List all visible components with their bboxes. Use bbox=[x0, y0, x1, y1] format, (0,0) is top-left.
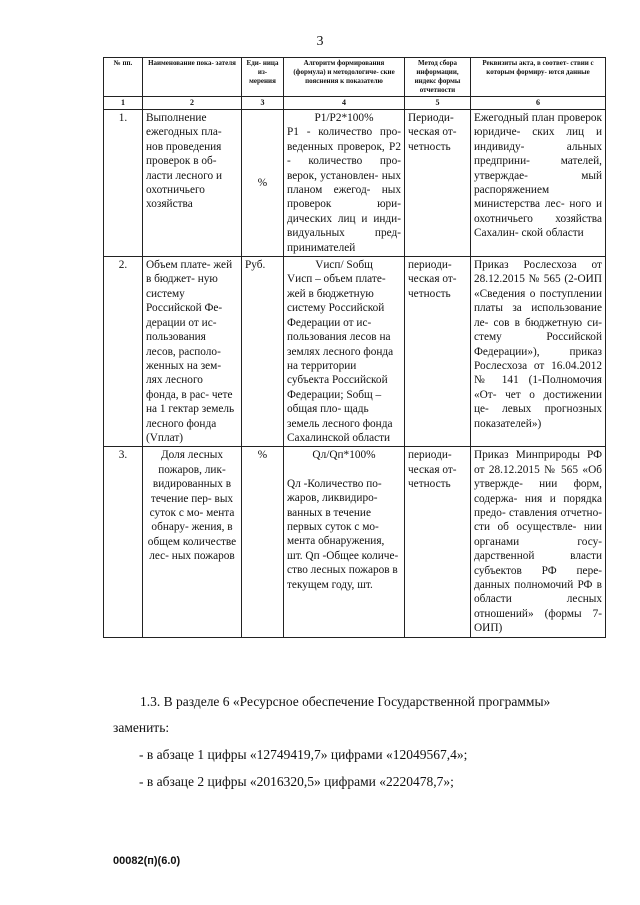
row-number: 1. bbox=[104, 110, 143, 257]
method-cell: периоди- ческая от- четность bbox=[405, 257, 471, 447]
formula-cell bbox=[284, 110, 405, 257]
paragraph-item-2: - в абзаце 2 цифры «2016320,5» цифрами «2220478,7»; bbox=[139, 774, 454, 789]
paragraph-item-1: - в абзаце 1 цифры «12749419,7» цифрами «12049567,4»; bbox=[139, 747, 468, 762]
col-number: 2 bbox=[143, 97, 242, 110]
formula-body: Vисп – объем плате- жей в бюджетную систему Российской Федерации от ис- пользования лесов на землях лесного фонда на территории субъекта Российской Федерации; Sобщ – общая пло- щадь земель лесного фонда Сахалинской области bbox=[287, 273, 394, 444]
header-unit: Еди- ница из- мерения bbox=[242, 58, 284, 97]
header-name: Наименование пока- зателя bbox=[143, 58, 242, 97]
col-number: 6 bbox=[471, 97, 606, 110]
indicators-table bbox=[103, 57, 606, 638]
column-numbers-row bbox=[104, 97, 606, 110]
col-number: 3 bbox=[242, 97, 284, 110]
indicator-name: Выполнение ежегодных пла- нов проведения проверок в об- ласти лесного и охотничьего хозяйства bbox=[143, 110, 242, 257]
act-cell: Приказ Рослесхоза от 28.12.2015 № 565 (2-ОИП «Сведения о поступлении платы за использование ле- сов в бюджетную си- стему Российской Федерации»), приказ Рослесхоза от 16.04.2012 № 141 (1-Полномочия «От- чет о достижении це- левых прогнозных показателей») bbox=[471, 257, 606, 447]
table-row bbox=[104, 110, 606, 257]
table-header-row bbox=[104, 58, 606, 97]
header-method: Метод сбора информации, индекс формы отчетности bbox=[405, 58, 471, 97]
indicator-name: Объем плате- жей в бюджет- ную систему Российской Фе- дерации от ис- пользования лесов, располо- женных на зем- лях лесного фонда, в рас- чете на 1 гектар земель лесного фонда (Vплат) bbox=[143, 257, 242, 447]
table-row bbox=[104, 257, 606, 447]
row-number: 3. bbox=[104, 447, 143, 637]
table-row bbox=[104, 447, 606, 637]
act-cell: Приказ Минприроды РФ от 28.12.2015 № 565 «Об утвержде- нии форм, содержа- ния и порядка предо- ставления отчетно- сти об осуществле- нии органами госу- дарственной власти субъектов РФ пере- данных полномочий РФ в области лесных отношений» (формы 7-ОИП) bbox=[471, 447, 606, 637]
method-cell: периоди- ческая от- четность bbox=[405, 447, 471, 637]
footer-code: 00082(п)(6.0) bbox=[113, 855, 181, 867]
unit-cell: % bbox=[242, 110, 284, 257]
act-cell: Ежегодный план проверок юридиче- ских лиц и индивиду- альных предприни- мателей, утверждае- мый распоряжением министерства лес- ного и охотничьего хозяйства Сахалин- ской области bbox=[471, 110, 606, 257]
unit-cell: Руб. bbox=[242, 257, 284, 447]
formula-head: P1/P2*100% bbox=[314, 112, 374, 124]
header-act: Реквизиты акта, в соответ- ствии с которым формиру- ются данные bbox=[471, 58, 606, 97]
formula-head: Vисп/ Sобщ bbox=[315, 259, 373, 272]
page-number: 3 bbox=[316, 34, 324, 49]
col-number: 5 bbox=[405, 97, 471, 110]
col-number: 1 bbox=[104, 97, 143, 110]
formula-cell bbox=[284, 257, 405, 447]
paragraph-replace: заменить: bbox=[113, 720, 170, 735]
formula-body: P1 - количество про- веденных проверок, P2 - количество про- верок, установлен- ных планом ежегод- ных проверок юри- дических лиц и инди- видуальных пред- принимателей bbox=[287, 126, 401, 254]
col-number: 4 bbox=[284, 97, 405, 110]
row-number: 2. bbox=[104, 257, 143, 447]
formula-cell bbox=[284, 447, 405, 637]
unit-cell: % bbox=[242, 447, 284, 637]
method-cell: Периоди- ческая от- четность bbox=[405, 110, 471, 257]
indicator-name: Доля лесных пожаров, лик- видированных в течение пер- вых суток с мо- мента обнару- жения, в общем количестве лес- ных пожаров bbox=[143, 447, 242, 637]
header-formula: Алгоритм формирования (формула) и методологиче- ские пояснения к показателю bbox=[284, 58, 405, 97]
header-num: № пп. bbox=[104, 58, 143, 97]
formula-body: Qл -Количество по- жаров, ликвидиро- ванных в течение первых суток с мо- мента обнаружения, шт. Qп -Общее количе- ство лесных пожаров в текущем году, шт. bbox=[287, 477, 399, 591]
formula-head: Qл/Qп*100% bbox=[312, 449, 376, 462]
paragraph-section-6: 1.3. В разделе 6 «Ресурсное обеспечение Государственной программы» bbox=[140, 694, 551, 709]
